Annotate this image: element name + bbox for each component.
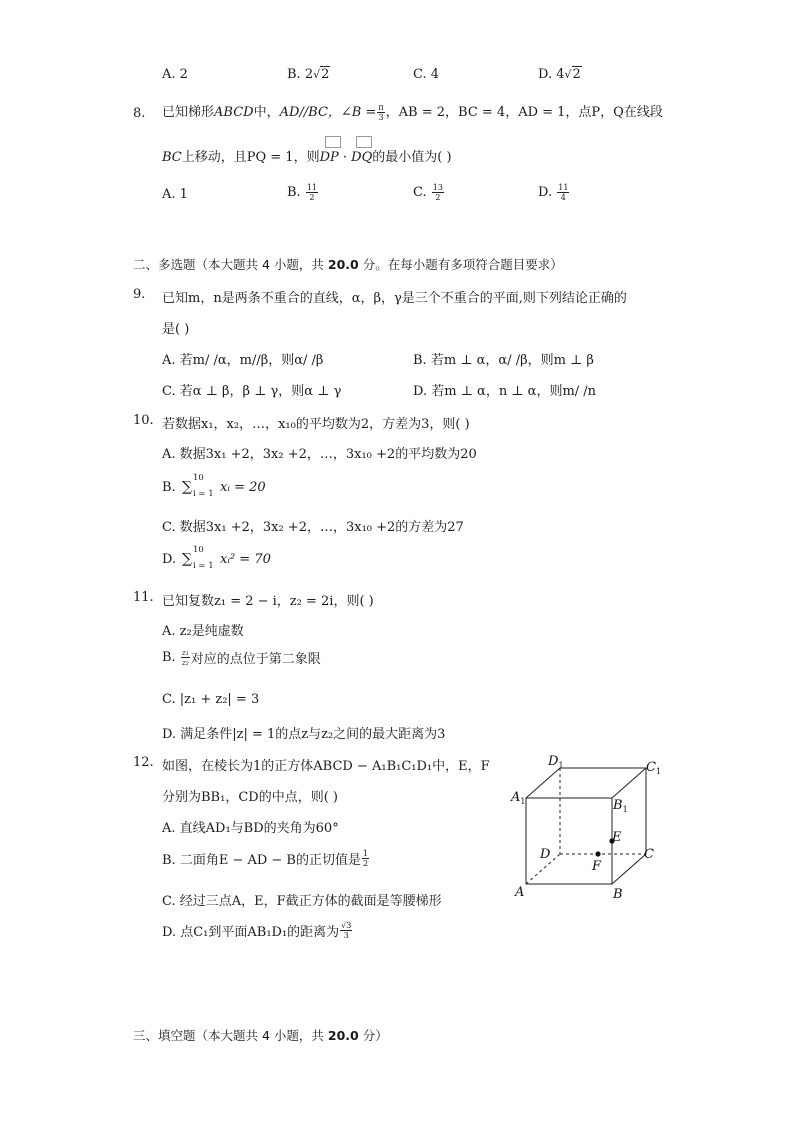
cube-figure (505, 752, 665, 902)
q9-option-c: C. 若α ⊥ β，β ⊥ γ，则α ⊥ γ (162, 384, 342, 399)
label-d: D (540, 847, 551, 862)
label-d1: $D_1$ (548, 754, 564, 770)
q12-option-a: A. 直线AD₁与BD的夹角为60° (162, 821, 339, 836)
point-f (595, 851, 600, 856)
q7-option-c: C. 4 (413, 67, 440, 82)
q7-option-d: D. 4√2 (538, 67, 581, 82)
q8-number: 8. (133, 106, 146, 121)
q11-option-c: C. |z₁ + z₂| = 3 (162, 692, 260, 707)
label-a1: $A_1$ (511, 790, 526, 806)
section-3-heading: 三、填空题（本大题共 4 小题，共 20.0 分） (133, 1028, 388, 1043)
q8-option-a: A. 1 (162, 187, 188, 202)
q11-number: 11. (133, 590, 154, 605)
label-b: B (613, 887, 623, 902)
q7-option-b: B. 2√2 (287, 67, 330, 82)
q8-option-c: C. $\frac{13}{2}$ (413, 183, 443, 202)
q10-option-c: C. 数据3x₁ +2，3x₂ +2，…，3x₁₀ +2的方差为27 (162, 520, 464, 535)
label-a: A (515, 885, 525, 900)
q11-option-d: D. 满足条件|z| = 1的点z与z₂之间的最大距离为3 (162, 727, 446, 742)
q11-option-b: B. $\frac{\text{z₁}}{\text{z₂}}$ 对应的点位于第二象限 (162, 648, 321, 667)
q12-number: 12. (133, 755, 154, 770)
q8-stem-line2: BC上移动，且PQ = 1，则 DP · DQ的最小值为( ) (162, 146, 452, 165)
label-b1: $B_1$ (613, 798, 628, 814)
q11-stem: 已知复数z₁ = 2 − i，z₂ = 2i，则( ) (162, 594, 374, 609)
q7-option-a: A. 2 (162, 67, 188, 82)
q12-stem-line2: 分别为BB₁，CD的中点，则( ) (162, 790, 338, 805)
q9-option-b: B. 若m ⊥ α，α/ /β，则m ⊥ β (413, 353, 594, 368)
q9-stem-line2: 是( ) (162, 322, 190, 337)
label-c: C (644, 847, 654, 862)
q8-option-b: B. $\frac{11}{2}$ (287, 183, 318, 202)
q11-option-a: A. z₂是纯虚数 (162, 624, 244, 639)
q10-number: 10. (133, 413, 154, 428)
q10-option-a: A. 数据3x₁ +2，3x₂ +2，…，3x₁₀ +2的平均数为20 (162, 447, 477, 462)
q9-number: 9. (133, 287, 146, 302)
q9-stem-line1: 已知m，n是两条不重合的直线，α，β，γ是三个不重合的平面,则下列结论正确的 (162, 291, 627, 306)
q12-option-c: C. 经过三点A，E，F截正方体的截面是等腰梯形 (162, 894, 442, 909)
q9-option-d: D. 若m ⊥ α，n ⊥ α，则m/ /n (413, 384, 597, 399)
q12-stem-line1: 如图，在棱长为1的正方体ABCD − A₁B₁C₁D₁中，E，F (162, 759, 490, 774)
section-2-heading: 二、多选题（本大题共 4 小题，共 20.0 分。在每小题有多项符合题目要求） (133, 257, 563, 272)
q8-stem-line1: 已知梯形ABCD中，AD//BC，∠B = $\frac{\pi}{3}$ ，AB = 2，BC = 4，AD = 1，点P，Q在线段 (162, 103, 663, 122)
label-c1: $C_1$ (646, 760, 662, 776)
q8-option-d: D. $\frac{11}{4}$ (538, 183, 569, 202)
label-e: E (612, 830, 622, 845)
q12-option-b: B. 二面角E − AD − B的正切值是 $\frac{1}{2}$ (162, 849, 369, 868)
q9-option-a: A. 若m/ /α，m//β，则α/ /β (162, 353, 324, 368)
label-f: F (592, 859, 602, 874)
q12-option-d: D. 点C₁到平面AB₁D₁的距离为 $\frac{√3}{3}$ (162, 921, 352, 940)
q10-stem: 若数据x₁，x₂，…，x₁₀的平均数为2，方差为3，则( ) (162, 417, 470, 432)
